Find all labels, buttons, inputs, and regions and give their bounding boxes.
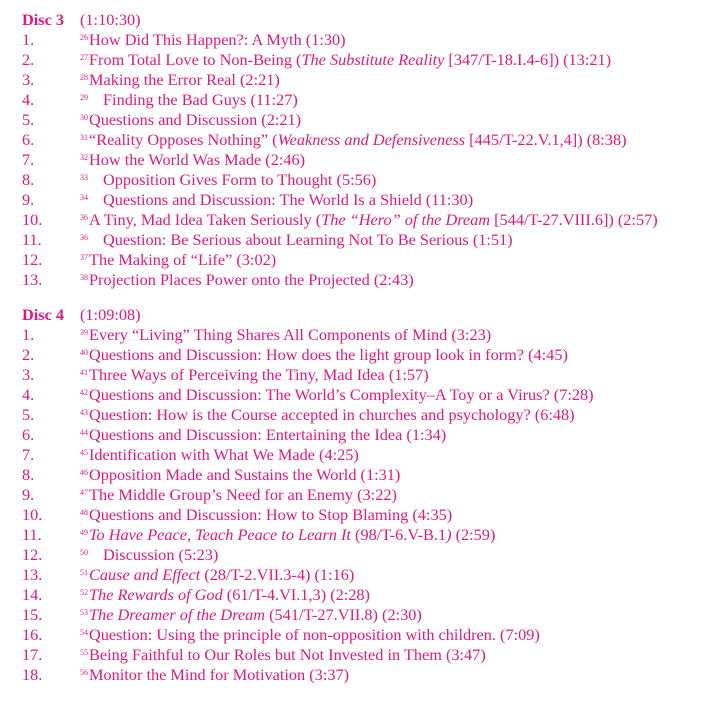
track-title [89,565,354,584]
footnote-number: 47 [80,488,88,497]
track-row [0,505,720,525]
disc-duration: (1:09:08) [80,305,141,324]
footnote-number: 50 [80,548,88,557]
track-title [89,50,611,69]
track-entry [80,270,720,290]
track-entry [80,445,720,465]
footnote-number: 28 [80,73,88,82]
track-row [0,585,720,605]
track-row [0,565,720,585]
track-title [89,625,540,644]
track-entry [80,385,720,405]
track-number: 6. [22,130,35,149]
track-entry [80,465,720,485]
track-number: 1. [22,30,35,49]
footnote-number: 54 [80,628,88,637]
track-title [89,465,400,484]
footnote-number: 27 [80,53,88,62]
track-number: 8. [22,465,35,484]
track-title [89,110,301,129]
footnote-number: 32 [80,153,88,162]
track-entry [80,325,720,345]
track-row [0,645,720,665]
track-title [89,605,422,624]
track-row [0,665,720,685]
disc-heading [0,305,720,325]
track-row [0,485,720,505]
track-title [89,150,305,169]
footnote-number: 26 [80,33,88,42]
title-text: Projection Places Power onto the Projected (2:43) [89,270,414,289]
track-entry [80,545,720,565]
footnote-number: 45 [80,448,88,457]
track-number: 4. [22,385,35,404]
footnote-number: 41 [80,368,88,377]
title-italic-text: The “Hero” of the Dream [321,210,491,229]
track-title [89,130,627,149]
track-row [0,385,720,405]
track-number: 6. [22,425,35,444]
title-text: Questions and Discussion: How does the light group look in form? (4:45) [89,345,568,364]
track-entry [80,345,720,365]
track-number: 18. [22,665,43,684]
title-italic-text: ) [446,525,452,544]
title-text: The Middle Group’s Need for an Enemy (3:22) [89,485,397,504]
track-entry [80,50,720,70]
track-number: 7. [22,445,35,464]
title-italic-text: To Have Peace, Teach Peace to Learn It [89,525,351,544]
track-row [0,545,720,565]
track-entry [80,130,720,150]
track-entry [80,625,720,645]
track-row [0,445,720,465]
track-title [89,270,414,289]
title-text: Question: How is the Course accepted in churches and psychology? (6:48) [89,405,575,424]
disc-section [0,305,720,685]
track-title [89,365,429,384]
track-number: 2. [22,50,35,69]
track-number: 10. [22,505,43,524]
footnote-number: 53 [80,608,88,617]
track-title [89,425,446,444]
footnote-number: 51 [80,568,88,577]
track-row [0,270,720,290]
track-entry [80,210,720,230]
track-entry [80,505,720,525]
track-entry [80,110,720,130]
track-entry [80,30,720,50]
track-title [89,345,568,364]
track-number: 14. [22,585,43,604]
track-number: 12. [22,250,43,269]
title-text: Questions and Discussion: The World Is a Shield (11:30) [103,190,474,209]
track-title [89,210,658,229]
disc-duration: (1:10:30) [80,10,141,29]
track-entry [80,365,720,385]
title-text: Question: Be Serious about Learning Not To Be Serious (1:51) [103,230,513,249]
title-text: Three Ways of Perceiving the Tiny, Mad Idea (1:57) [89,365,429,384]
title-text: [544/T-27.VIII.6]) (2:57) [490,210,658,229]
track-number: 11. [22,525,42,544]
track-number: 10. [22,210,43,229]
track-number: 13. [22,565,43,584]
track-row [0,605,720,625]
disc-section [0,10,720,290]
track-title [89,585,370,604]
track-number: 13. [22,270,43,289]
track-row [0,405,720,425]
track-row [0,525,720,545]
track-title [89,645,486,664]
track-row [0,365,720,385]
track-title [103,230,513,249]
track-number: 8. [22,170,35,189]
track-number: 7. [22,150,35,169]
title-italic-text: Weakness and Defensiveness [277,130,466,149]
track-row [0,170,720,190]
track-number: 4. [22,90,35,109]
track-entry [80,70,720,90]
title-text: Questions and Discussion (2:21) [89,110,302,129]
footnote-number: 29 [80,93,88,102]
title-text: How the World Was Made (2:46) [89,150,306,169]
footnote-number: 33 [80,173,88,182]
track-row [0,110,720,130]
track-entry [80,250,720,270]
track-entry [80,230,720,250]
track-row [0,210,720,230]
footnote-number: 44 [80,428,88,437]
title-italic-text: The Dreamer of the Dream [89,605,266,624]
footnote-number: 38 [80,273,88,282]
footnote-number: 43 [80,408,88,417]
track-row [0,345,720,365]
footnote-number: 39 [80,328,88,337]
track-entry [80,190,720,210]
track-number: 2. [22,345,35,364]
track-title [89,385,594,404]
footnote-number: 36 [80,233,88,242]
title-text: [347/T-18.I.4-6]) (13:21) [444,50,612,69]
track-number: 17. [22,645,43,664]
track-row [0,130,720,150]
title-text: Identification with What We Made (4:25) [89,445,359,464]
track-number: 3. [22,365,35,384]
track-title [89,70,280,89]
title-text: Questions and Discussion: Entertaining the Idea (1:34) [89,425,447,444]
title-text: [445/T-22.V.1,4]) (8:38) [465,130,627,149]
title-text: (2:59) [451,525,496,544]
title-text: Every “Living” Thing Shares All Components of Mind (3:23) [89,325,492,344]
footnote-number: 36 [80,213,88,222]
title-text: Questions and Discussion: How to Stop Blaming (4:35) [89,505,453,524]
track-title [103,170,376,189]
track-number: 15. [22,605,43,624]
title-text: (98/T-6.V-B.1 [350,525,447,544]
track-entry [80,90,720,110]
track-number: 11. [22,230,42,249]
track-entry [80,665,720,685]
footnote-number: 40 [80,348,88,357]
title-text: Monitor the Mind for Motivation (3:37) [89,665,350,684]
track-title [103,90,298,109]
track-title [89,325,491,344]
track-entry [80,585,720,605]
track-title [103,545,218,564]
title-text: From Total Love to Non-Being ( [89,50,302,69]
disc-label: Disc 4 [22,305,65,324]
title-text: Opposition Gives Form to Thought (5:56) [103,170,377,189]
title-text: (541/T-27.VII.8) (2:30) [265,605,422,624]
track-title [89,505,452,524]
title-text: A Tiny, Mad Idea Taken Seriously ( [89,210,322,229]
title-italic-text: The Substitute Reality [301,50,445,69]
title-text: The Making of “Life” (3:02) [89,250,277,269]
footnote-number: 42 [80,388,88,397]
footnote-number: 52 [80,588,88,597]
title-text: (61/T-4.VI.1,3) (2:28) [222,585,370,604]
track-entry [80,485,720,505]
title-text: Making the Error Real (2:21) [89,70,280,89]
footnote-number: 46 [80,468,88,477]
title-text: Being Faithful to Our Roles but Not Invested in Them (3:47) [89,645,486,664]
track-row [0,325,720,345]
track-row [0,625,720,645]
track-entry [80,425,720,445]
track-number: 12. [22,545,43,564]
track-row [0,230,720,250]
track-entry [80,565,720,585]
track-title [89,405,575,424]
track-number: 5. [22,405,35,424]
footnote-number: 55 [80,648,88,657]
track-title [89,665,349,684]
title-text: Questions and Discussion: The World’s Complexity–A Toy or a Virus? (7:28) [89,385,594,404]
track-number: 3. [22,70,35,89]
track-entry [80,645,720,665]
footnote-number: 37 [80,253,88,262]
track-number: 9. [22,485,35,504]
disc-heading [0,10,720,30]
footnote-number: 31 [80,133,88,142]
track-row [0,465,720,485]
track-number: 5. [22,110,35,129]
disc-list [0,10,720,685]
track-row [0,70,720,90]
title-text: (28/T-2.VII.3-4) (1:16) [200,565,355,584]
track-entry [80,170,720,190]
title-italic-text: The Rewards of God [89,585,223,604]
title-text: How Did This Happen?: A Myth (1:30) [89,30,346,49]
track-row [0,90,720,110]
track-title [89,30,346,49]
track-entry [80,525,720,545]
track-title [89,525,495,544]
title-italic-text: Cause and Effect [89,565,201,584]
title-text: Opposition Made and Sustains the World (1:31) [89,465,401,484]
track-title [89,445,359,464]
title-text: Discussion (5:23) [103,545,219,564]
track-row [0,30,720,50]
title-text: Question: Using the principle of non-opposition with children. (7:09) [89,625,540,644]
footnote-number: 48 [80,508,88,517]
track-entry [80,605,720,625]
track-number: 9. [22,190,35,209]
track-row [0,425,720,445]
track-title [89,250,276,269]
track-row [0,250,720,270]
track-entry [80,405,720,425]
footnote-number: 49 [80,528,88,537]
title-text: “Reality Opposes Nothing” ( [89,130,278,149]
track-title [89,485,397,504]
track-number: 16. [22,625,43,644]
footnote-number: 34 [80,193,88,202]
track-entry [80,150,720,170]
track-row [0,50,720,70]
disc-label: Disc 3 [22,10,65,29]
track-number: 1. [22,325,35,344]
title-text: Finding the Bad Guys (11:27) [103,90,298,109]
track-title [103,190,473,209]
footnote-number: 56 [80,668,88,677]
footnote-number: 30 [80,113,88,122]
track-row [0,150,720,170]
track-row [0,190,720,210]
